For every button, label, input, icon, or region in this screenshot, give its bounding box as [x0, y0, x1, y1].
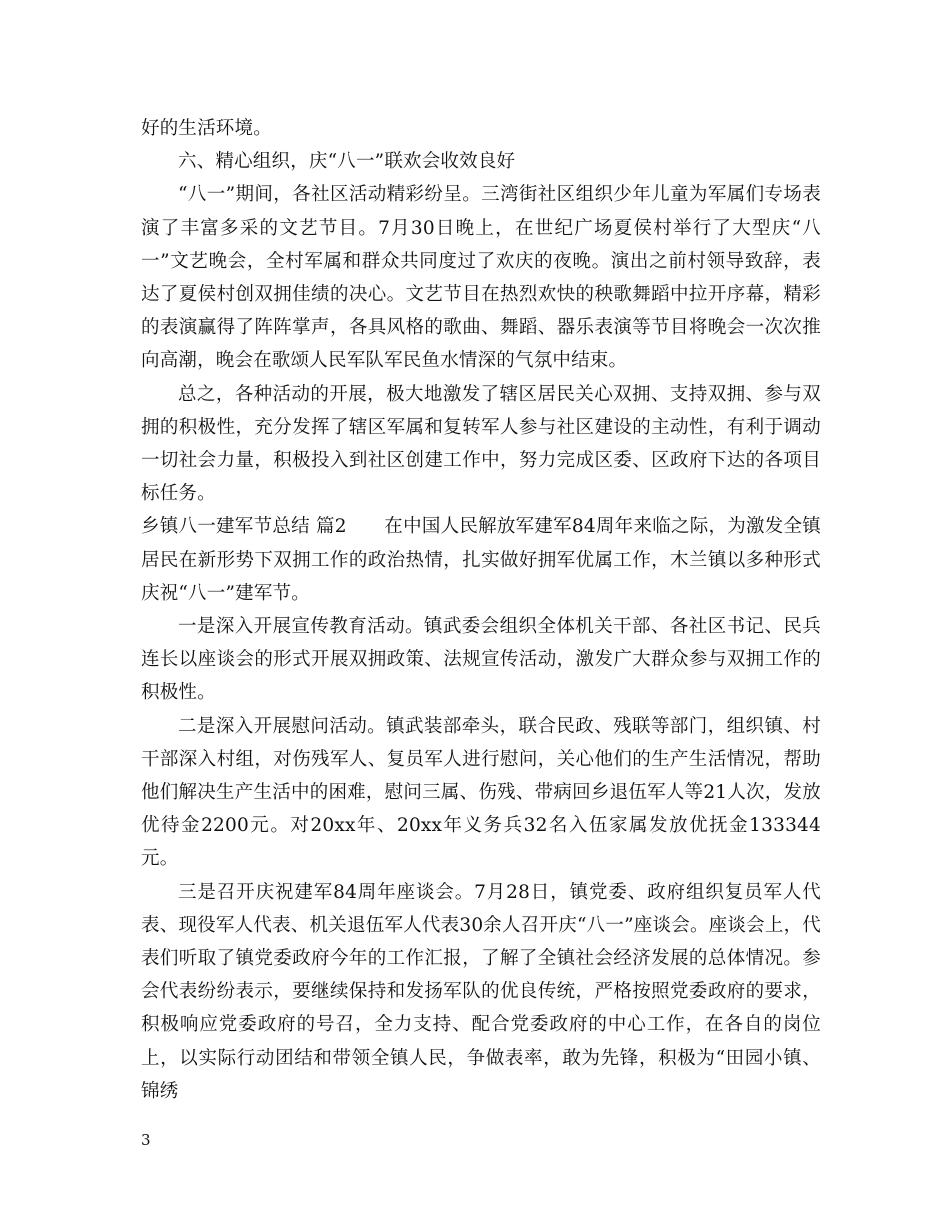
paragraph-3: “八一”期间，各社区活动精彩纷呈。三湾街社区组织少年儿童为军属们专场表演了丰富多采的文艺节目。7月30日晚上，在世纪广场夏侯村举行了大型庆“八一”文艺晚会，全村军属和群众共同度过了欢庆的夜晚。演出之前村领导致辞，表达了夏侯村创双拥佳绩的决心。文艺节目在热烈欢快的秧歌舞蹈中拉开序幕，精彩的表演赢得了阵阵掌声，各具风格的歌曲、舞蹈、器乐表演等节目将晚会一次次推向高潮，晚会在歌颂人民军队军民鱼水情深的气氛中结束。	[141, 184, 821, 372]
paragraph-6: 一是深入开展宣传教育活动。镇武委会组织全体机关干部、各社区书记、民兵连长以座谈会的形式开展双拥政策、法规宣传活动，激发广大群众参与双拥工作的积极性。	[141, 616, 821, 704]
page-number: 3	[141, 1131, 151, 1149]
paragraph-7: 二是深入开展慰问活动。镇武装部牵头，联合民政、残联等部门，组织镇、村干部深入村组，对伤残军人、复员军人进行慰问，关心他们的生产生活情况，帮助他们解决生产生活中的困难，慰问三属、伤残、带病回乡退伍军人等21人次，发放优待金2200元。对20xx年、20xx年义务兵32名入伍家属发放优抚金133344元。	[141, 715, 821, 870]
paragraph-4: 总之，各种活动的开展，极大地激发了辖区居民关心双拥、支持双拥、参与双拥的积极性，充分发挥了辖区军属和复转军人参与社区建设的主动性，有利于调动一切社会力量，积极投入到社区创建工作中，努力完成区委、区政府下达的各项目标任务。	[141, 383, 821, 505]
article-title-paragraph: 乡镇八一建军节总结 篇2 在中国人民解放军建军84周年来临之际，为激发全镇居民在新形势下双拥工作的政治热情，扎实做好拥军优属工作，木兰镇以多种形式庆祝“八一”建军节。	[141, 516, 821, 604]
paragraph-1: 好的生活环境。	[141, 118, 272, 139]
document-body	[141, 112, 821, 1108]
section-heading-6: 六、精心组织，庆“八一”联欢会收效良好	[178, 151, 516, 173]
paragraph-8: 三是召开庆祝建军84周年座谈会。7月28日，镇党委、政府组织复员军人代表、现役军人代表、机关退伍军人代表30余人召开庆“八一”座谈会。座谈会上，代表们听取了镇党委政府今年的工作汇报，了解了全镇社会经济发展的总体情况。参会代表纷纷表示，要继续保持和发扬军队的优良传统，严格按照党委政府的要求，积极响应党委政府的号召，全力支持、配合党委政府的中心工作，在各自的岗位上，以实际行动团结和带领全镇人民，争做表率，敢为先锋，积极为“田园小镇、锦绣	[141, 881, 821, 1102]
